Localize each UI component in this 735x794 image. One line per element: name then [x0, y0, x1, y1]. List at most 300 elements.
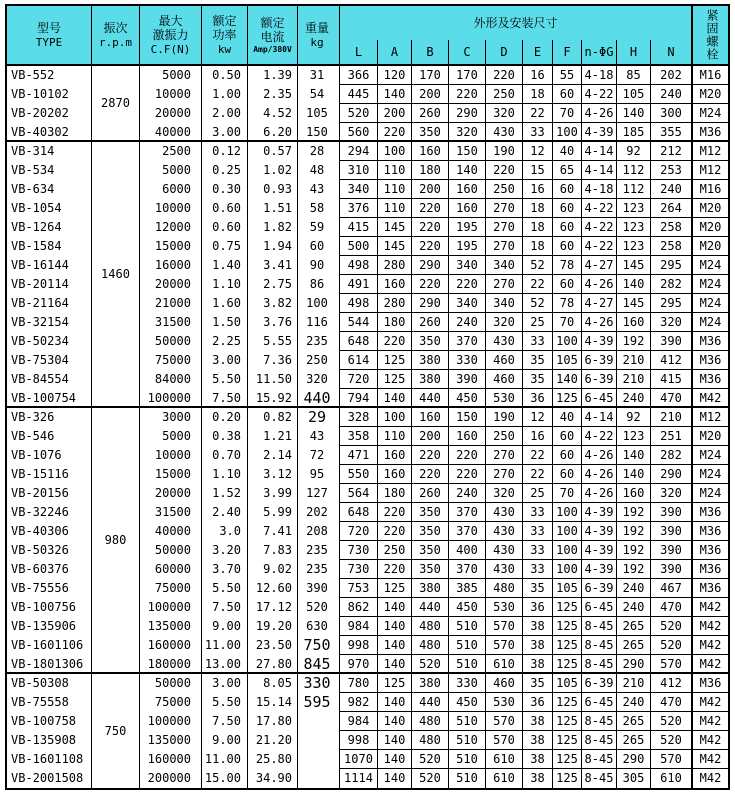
cell-dim-n-ΦG [582, 560, 617, 579]
cell-dim-n-ΦG [582, 712, 617, 731]
weight-value: 595 [303, 693, 331, 711]
dim-value: 170 [456, 68, 478, 82]
cell-model [7, 142, 92, 161]
power-value: 13.00 [204, 657, 241, 671]
cell-model [7, 332, 92, 351]
cell-power [202, 598, 248, 617]
cell-dim-A [378, 579, 412, 598]
cell-dim-F [553, 256, 582, 275]
cell-current [248, 427, 298, 446]
cell-bolt [691, 712, 728, 731]
force-value: 75000 [154, 353, 191, 367]
dim-value: 22 [530, 106, 545, 120]
cell-force [140, 408, 202, 427]
cell-dim-C [449, 731, 486, 750]
dim-value: 400 [456, 543, 478, 557]
cell-current [248, 66, 298, 85]
cell-dim-D [486, 313, 523, 332]
cell-dim-B [412, 541, 449, 560]
cell-dim-N [651, 180, 691, 199]
dim-value: 38 [530, 657, 545, 671]
cell-dim-B [412, 446, 449, 465]
dim-value: 16 [530, 68, 545, 82]
header-current-en: Amp/380V [253, 44, 292, 54]
cell-dim-A [378, 712, 412, 731]
force-value: 75000 [154, 695, 191, 709]
cell-power [202, 674, 248, 693]
weight-value: 630 [306, 619, 328, 633]
header-force [140, 6, 202, 66]
dim-value: 105 [556, 581, 578, 595]
cell-current [248, 712, 298, 731]
power-value: 11.00 [204, 638, 241, 652]
bolt-value: M36 [699, 524, 722, 538]
model-value: VB-1601106 [11, 638, 84, 652]
dim-value: 560 [347, 125, 370, 139]
power-value: 7.50 [212, 391, 241, 405]
cell-current [248, 408, 298, 427]
dim-value: 6-45 [584, 600, 614, 614]
weight-value: 54 [309, 87, 325, 101]
cell-dim-E [523, 408, 553, 427]
dim-value: 430 [493, 543, 515, 557]
cell-dim-C [449, 237, 486, 256]
dim-value: 480 [419, 714, 441, 728]
dim-value: 8-45 [584, 733, 614, 747]
dim-value: 240 [660, 182, 682, 196]
power-value: 2.00 [212, 106, 241, 120]
cell-force [140, 218, 202, 237]
cell-current [248, 142, 298, 161]
cell-bolt [691, 237, 728, 256]
current-value: 3.99 [263, 486, 292, 500]
cell-dim-E [523, 199, 553, 218]
dim-value: 510 [456, 638, 478, 652]
model-value: VB-75558 [11, 695, 69, 709]
cell-power [202, 351, 248, 370]
dim-value: 52 [530, 258, 545, 272]
weight-value: 116 [306, 315, 328, 329]
cell-power [202, 199, 248, 218]
cell-dim-n-ΦG [582, 370, 617, 389]
force-value: 160000 [147, 752, 191, 766]
force-value: 50000 [154, 676, 191, 690]
cell-dim-H [617, 731, 651, 750]
current-value: 7.41 [263, 524, 292, 538]
bolt-value: M36 [699, 562, 722, 576]
cell-dim-H [617, 446, 651, 465]
cell-dim-D [486, 465, 523, 484]
force-value: 100000 [147, 600, 191, 614]
bolt-value: M16 [699, 68, 722, 82]
cell-model [7, 636, 92, 655]
dim-value: 385 [456, 581, 478, 595]
header-rpm-en: r.p.m [98, 35, 133, 49]
header-force-zh1: 最大 [158, 14, 183, 29]
cell-dim-B [412, 389, 449, 408]
cell-dim-F [553, 731, 582, 750]
force-value: 40000 [154, 125, 191, 139]
dim-value: 460 [493, 676, 515, 690]
cell-bolt [691, 180, 728, 199]
cell-power [202, 180, 248, 199]
cell-bolt [691, 579, 728, 598]
current-value: 21.20 [255, 733, 292, 747]
current-value: 1.21 [263, 429, 292, 443]
dim-value: 33 [530, 562, 545, 576]
cell-dim-F [553, 712, 582, 731]
model-value: VB-40302 [11, 125, 69, 139]
cell-dim-F [553, 655, 582, 674]
cell-dim-N [651, 427, 691, 446]
dim-value: 140 [383, 771, 406, 785]
cell-weight [298, 731, 336, 750]
dim-value: 570 [660, 657, 682, 671]
cell-dim-L [340, 446, 378, 465]
dim-value: 22 [530, 448, 545, 462]
dim-value: 471 [347, 448, 370, 462]
cell-dim-B [412, 256, 449, 275]
current-value: 5.55 [263, 334, 292, 348]
current-value: 34.90 [255, 771, 292, 785]
dim-value: 140 [622, 448, 645, 462]
dim-value: 192 [622, 505, 645, 519]
cell-dim-A [378, 636, 412, 655]
dim-value: 4-14 [584, 144, 614, 158]
power-value: 11.00 [204, 752, 241, 766]
cell-dim-L [340, 66, 378, 85]
dim-value: 610 [493, 752, 515, 766]
cell-dim-B [412, 655, 449, 674]
cell-dim-N [651, 370, 691, 389]
cell-dim-N [651, 351, 691, 370]
cell-dim-D [486, 579, 523, 598]
cell-dim-E [523, 446, 553, 465]
dim-value: 160 [456, 429, 478, 443]
cell-weight [298, 294, 336, 313]
cell-power [202, 693, 248, 712]
cell-power [202, 294, 248, 313]
dim-value: 60 [559, 277, 575, 291]
dim-value: 35 [530, 372, 545, 386]
cell-dim-H [617, 769, 651, 788]
cell-dim-E [523, 370, 553, 389]
dim-value: 470 [660, 600, 682, 614]
current-value: 1.51 [263, 201, 292, 215]
dim-value: 55 [559, 68, 575, 82]
power-value: 5.50 [212, 695, 241, 709]
dim-value: 192 [622, 543, 645, 557]
model-value: VB-60376 [11, 562, 69, 576]
dim-value: 470 [660, 695, 682, 709]
cell-dim-H [617, 484, 651, 503]
dim-value: 190 [493, 410, 515, 424]
model-value: VB-1076 [11, 448, 62, 462]
dim-value: 720 [347, 372, 370, 386]
cell-dim-N [651, 712, 691, 731]
dim-value: 112 [622, 182, 645, 196]
cell-bolt [691, 275, 728, 294]
cell-dim-L [340, 655, 378, 674]
cell-dim-C [449, 408, 486, 427]
dim-value: 440 [419, 695, 441, 709]
cell-dim-L [340, 313, 378, 332]
cell-bolt [691, 142, 728, 161]
cell-model [7, 66, 92, 85]
cell-model [7, 275, 92, 294]
dim-value: 6-45 [584, 391, 614, 405]
dim-value: 510 [456, 619, 478, 633]
weight-value: 235 [306, 543, 328, 557]
cell-dim-H [617, 85, 651, 104]
dim-value: 380 [419, 372, 441, 386]
dim-value: 140 [556, 372, 578, 386]
dim-value: 220 [456, 277, 478, 291]
cell-model [7, 750, 92, 769]
dim-value: 614 [347, 353, 370, 367]
dim-value: 60 [559, 201, 575, 215]
power-value: 0.30 [212, 182, 241, 196]
dim-value: 430 [493, 562, 515, 576]
cell-dim-E [523, 218, 553, 237]
cell-dim-n-ΦG [582, 541, 617, 560]
cell-model [7, 351, 92, 370]
header-dim-A [378, 40, 412, 66]
dim-value: 415 [347, 220, 370, 234]
dim-value: 330 [456, 676, 478, 690]
cell-dim-N [651, 617, 691, 636]
dim-value: 125 [556, 619, 578, 633]
dim-value: 4-22 [584, 201, 614, 215]
cell-current [248, 674, 298, 693]
dim-value: 38 [530, 638, 545, 652]
dim-value: 70 [559, 315, 575, 329]
dim-value: 570 [493, 733, 515, 747]
weight-value: 202 [306, 505, 328, 519]
cell-dim-H [617, 636, 651, 655]
cell-dim-C [449, 598, 486, 617]
cell-dim-C [449, 104, 486, 123]
cell-power [202, 636, 248, 655]
dim-value: 25 [530, 486, 545, 500]
cell-bolt [691, 769, 728, 788]
cell-dim-E [523, 579, 553, 598]
dim-value: 185 [622, 125, 645, 139]
cell-bolt [691, 731, 728, 750]
dim-value: 498 [347, 296, 370, 310]
dim-value: 6-39 [584, 372, 614, 386]
cell-power [202, 161, 248, 180]
dim-value: 160 [456, 201, 478, 215]
cell-weight [298, 199, 336, 218]
weight-value: 43 [309, 182, 325, 196]
cell-force [140, 712, 202, 731]
cell-dim-n-ΦG [582, 389, 617, 408]
current-value: 4.52 [263, 106, 292, 120]
cell-dim-B [412, 351, 449, 370]
dim-value: 350 [419, 562, 441, 576]
cell-power [202, 560, 248, 579]
dim-value: 18 [530, 87, 545, 101]
dim-value: 16 [530, 429, 545, 443]
group-rpm-cell [92, 142, 140, 408]
cell-dim-F [553, 579, 582, 598]
dim-value: 6-39 [584, 676, 614, 690]
dim-value: 390 [660, 562, 682, 576]
weight-value: 86 [309, 277, 325, 291]
cell-dim-L [340, 503, 378, 522]
cell-dim-D [486, 180, 523, 199]
current-value: 7.36 [263, 353, 292, 367]
current-value: 11.50 [255, 372, 292, 386]
dim-value: 60 [559, 239, 575, 253]
cell-dim-F [553, 560, 582, 579]
cell-dim-A [378, 503, 412, 522]
header-current-zh2: 电流 [260, 30, 285, 45]
cell-power [202, 579, 248, 598]
dim-value: 251 [660, 429, 682, 443]
cell-dim-N [651, 408, 691, 427]
dim-value: 350 [419, 524, 441, 538]
dim-value: 520 [419, 657, 441, 671]
dim-value: 170 [419, 68, 441, 82]
cell-dim-A [378, 750, 412, 769]
dim-value: 295 [660, 258, 682, 272]
bolt-value: M36 [699, 543, 722, 557]
dim-value: 570 [660, 752, 682, 766]
dim-value: 15 [530, 163, 545, 177]
dim-value: 140 [383, 733, 406, 747]
vibration-motor-spec-table [5, 4, 730, 790]
cell-dim-F [553, 123, 582, 142]
current-value: 15.92 [255, 391, 292, 405]
cell-dim-H [617, 66, 651, 85]
dim-value: 998 [347, 638, 370, 652]
cell-dim-D [486, 370, 523, 389]
cell-power [202, 142, 248, 161]
dim-value: 350 [419, 334, 441, 348]
cell-dim-A [378, 389, 412, 408]
cell-power [202, 522, 248, 541]
cell-weight [298, 275, 336, 294]
header-dim-C [449, 40, 486, 66]
cell-dim-L [340, 674, 378, 693]
bolt-value: M36 [699, 353, 722, 367]
cell-force [140, 484, 202, 503]
cell-dim-B [412, 750, 449, 769]
weight-value: 72 [309, 448, 325, 462]
dim-value: 320 [493, 315, 515, 329]
cell-current [248, 731, 298, 750]
cell-dim-E [523, 66, 553, 85]
cell-model [7, 408, 92, 427]
cell-dim-A [378, 294, 412, 313]
cell-model [7, 123, 92, 142]
dim-value: 36 [530, 391, 545, 405]
cell-bolt [691, 541, 728, 560]
force-value: 60000 [154, 562, 191, 576]
dim-value: 160 [622, 315, 645, 329]
force-value: 12000 [154, 220, 191, 234]
weight-value: 43 [309, 429, 325, 443]
weight-value: 150 [306, 125, 328, 139]
cell-current [248, 389, 298, 408]
dim-value: 4-39 [584, 125, 614, 139]
cell-bolt [691, 370, 728, 389]
weight-value: 330 [303, 674, 331, 692]
dim-value: 1070 [344, 752, 373, 766]
cell-model [7, 731, 92, 750]
cell-dim-n-ΦG [582, 199, 617, 218]
cell-power [202, 218, 248, 237]
dim-value: 780 [347, 676, 370, 690]
cell-power [202, 712, 248, 731]
dim-value: 192 [622, 524, 645, 538]
cell-dim-N [651, 541, 691, 560]
cell-dim-A [378, 313, 412, 332]
cell-dim-B [412, 180, 449, 199]
cell-dim-B [412, 218, 449, 237]
dim-value: 380 [419, 676, 441, 690]
cell-dim-F [553, 85, 582, 104]
cell-dim-A [378, 85, 412, 104]
cell-dim-A [378, 275, 412, 294]
model-value: VB-1264 [11, 220, 62, 234]
cell-model [7, 484, 92, 503]
dim-value: 290 [419, 258, 441, 272]
cell-dim-C [449, 123, 486, 142]
cell-dim-B [412, 294, 449, 313]
cell-bolt [691, 389, 728, 408]
cell-weight [298, 313, 336, 332]
cell-dim-D [486, 427, 523, 446]
dim-value: 258 [660, 220, 682, 234]
current-value: 9.02 [263, 562, 292, 576]
cell-dim-E [523, 560, 553, 579]
cell-bolt [691, 161, 728, 180]
model-value: VB-534 [11, 163, 55, 177]
cell-dim-C [449, 294, 486, 313]
cell-dim-n-ΦG [582, 351, 617, 370]
group-rpm-value: 1460 [101, 266, 130, 281]
current-value: 6.20 [263, 125, 292, 139]
cell-dim-B [412, 427, 449, 446]
cell-dim-L [340, 370, 378, 389]
cell-dim-C [449, 85, 486, 104]
cell-dim-B [412, 522, 449, 541]
dim-value: 491 [347, 277, 370, 291]
dim-value: 240 [660, 87, 682, 101]
dim-value: 280 [383, 258, 406, 272]
cell-dim-L [340, 465, 378, 484]
cell-dim-A [378, 674, 412, 693]
current-value: 19.20 [255, 619, 292, 633]
cell-dim-E [523, 161, 553, 180]
model-value: VB-634 [11, 182, 55, 196]
dim-value: 35 [530, 353, 545, 367]
power-value: 3.70 [212, 562, 241, 576]
power-value: 2.25 [212, 334, 241, 348]
dim-value: 282 [660, 448, 682, 462]
model-value: VB-546 [11, 429, 55, 443]
cell-model [7, 104, 92, 123]
cell-model [7, 370, 92, 389]
model-value: VB-15116 [11, 467, 69, 481]
cell-current [248, 617, 298, 636]
dim-value: 105 [556, 676, 578, 690]
cell-bolt [691, 351, 728, 370]
cell-dim-C [449, 370, 486, 389]
